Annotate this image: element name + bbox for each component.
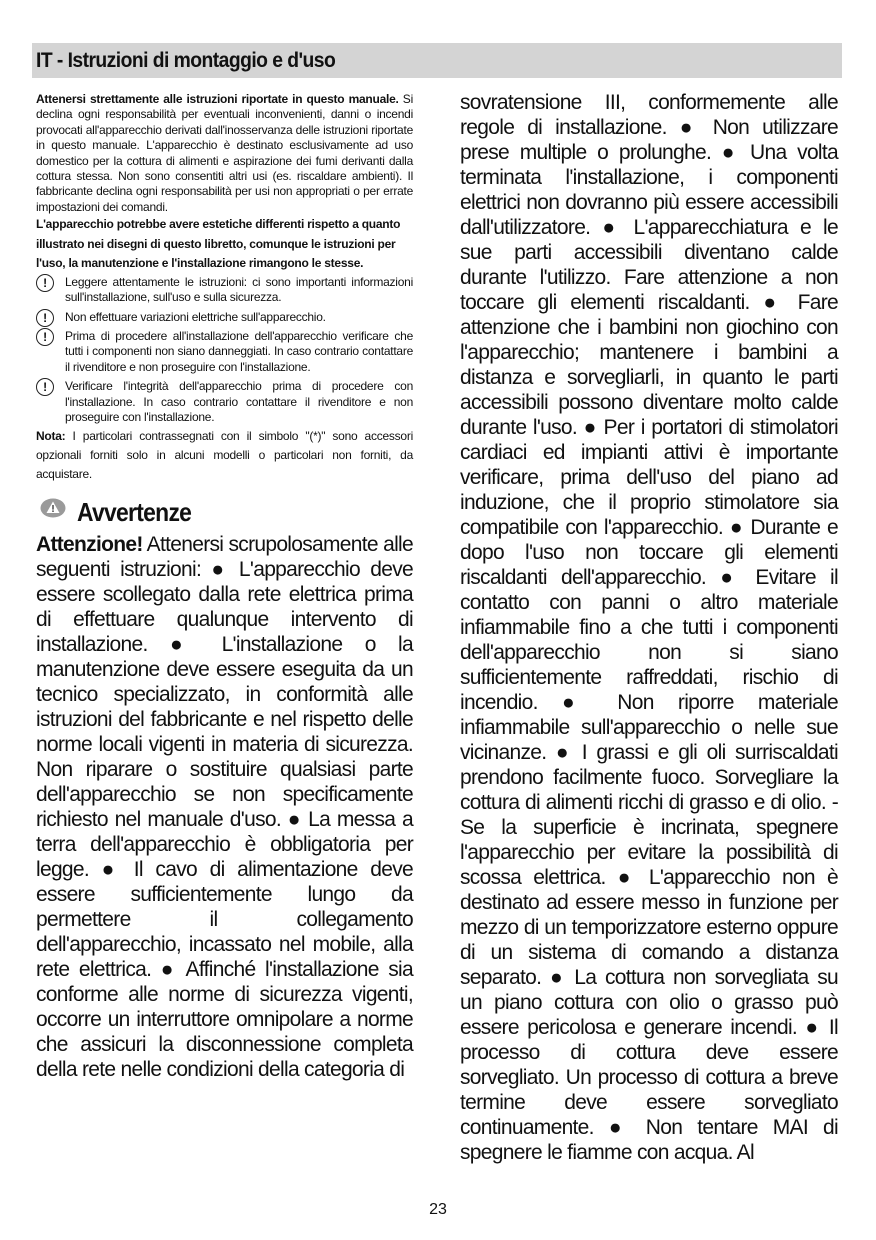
intro-bold-note: L'apparecchio potrebbe avere estetiche differenti rispetto a quanto illustrato nei disegni di questo libretto, comunque le istruzioni per l'uso, la manutenzione e l'installazione rimangono le stesse. xyxy=(36,217,401,271)
warnings-text-right: sovratensione III, conformemente alle regole di installazione. ● Non utilizzare prese multiple o prolunghe. ● Una volta terminata l'installazione, i componenti elettrici non dovranno più essere accessibili dall'utilizzatore. ● L'apparecchiatura e le sue parti accessibili diventano calde durante l'utilizzo. Fare attenzione a non toccare gli elementi riscaldanti. ● Fare attenzione che i bambini non giochino con l'apparecchio; mantenere i bambini a distanza e sorvegliarli, in quanto le parti accessibili possono diventare molto calde durante l'uso. ● Per i portatori di stimolatori cardiaci ed impianti attivi è importante verificare, prima dell'uso del piano ad induzione, che il proprio stimolatore sia compatibile con l'apparecchio. ● Durante e dopo l'uso non toccare gli elementi riscaldanti dell'apparecchio. ● Evitare il contatto con panni o altro materiale infiammabile fino a che tutti i componenti dell'apparecchio non si siano sufficientemente raffreddati, rischio di incendio. ● Non riporre materiale infiammabile sull'apparecchio o nelle sue vicinanze. ● I grassi e gli oli surriscaldati prendono facilmente fuoco. Sorvegliare la cottura di alimenti ricchi di grasso e di olio. - Se la superficie è incrinata, spegnere l'apparecchio per evitare la possibilità di scossa elettrica. ● L'apparecchio non è destinato ad essere messo in funzione per mezzo di un temporizzatore esterno oppure di un sistema di comando a distanza separato. ● La cottura non sorvegliata su un piano cottura con olio o grasso può essere pericolosa e generare incendi. ● Il processo di cottura deve essere sorvegliato. Un processo di cottura a breve termine deve essere sorvegliato continuamente. ● Non tentare MAI di spegnere le fiamme con acqua. Al xyxy=(460,91,838,1164)
exclamation-circle-icon: ! xyxy=(36,274,54,292)
note-text: Leggere attentamente le istruzioni: ci sono importanti informazioni sull'installazione, sull'uso e sulla sicurezza. xyxy=(65,274,413,305)
exclamation-circle-icon: ! xyxy=(36,328,54,346)
note-item xyxy=(36,329,413,375)
note-text: Verificare l'integrità dell'apparecchio prima di procedere con l'installazione. In caso contrario contattare il rivenditore e non proseguire con l'installazione. xyxy=(65,379,413,424)
intro-text: Si declina ogni responsabilità per eventuali inconvenienti, danni o incendi provocati all'apparecchio derivati dall'inosservanza delle istruzioni riportate in questo manuale. L'apparecchio è destinato esclusivamente ad uso domestico per la cottura di alimenti e aspirazione dei fumi derivanti dalla cottura stessa. Non sono consentiti altri usi (es. riscaldare ambienti). Il fabbricante declina ogni responsabilità per usi non appropriati o per errate impostazioni dei comandi. xyxy=(36,92,413,214)
exclamation-circle-icon: ! xyxy=(36,309,54,327)
warnings-body-left: Attenersi scrupolosamente alle seguenti istruzioni: ● L'apparecchio deve essere scollegato dalla rete elettrica prima di effettuare qualunque intervento di installazione. ● L'installazione o la manutenzione deve essere eseguita da un tecnico specializzato, in conformità alle istruzioni del fabbricante e nel rispetto delle norme locali vigenti in materia di sicurezza. Non riparare o sostituire qualsiasi parte dell'apparecchio se non specificamente richiesto nel manuale d'uso. ● La messa a terra dell'apparecchio è obbligatoria per legge. ● Il cavo di alimentazione deve essere sufficientemente lungo da permettere il collegamento dell'apparecchio, incassato nel mobile, alla rete elettrica. ● Affinché l'installazione sia conforme alle norme di sicurezza vigenti, occorre un interruttore omnipolare a norme che assicuri la disconnessione completa della rete nelle condizioni della categoria di xyxy=(36,533,413,1082)
nota-paragraph xyxy=(36,427,413,484)
note-item xyxy=(36,379,413,425)
nota-text: I particolari contrassegnati con il simbolo "(*)" sono accessori opzionali forniti solo in alcuni modelli o particolari non forniti, da acquistare. xyxy=(36,429,413,482)
warning-triangle-icon xyxy=(40,498,66,518)
note-text: Non effettuare variazioni elettriche sull'apparecchio. xyxy=(65,309,326,324)
notes-list xyxy=(36,275,413,426)
note-item xyxy=(36,310,413,325)
header-bar xyxy=(32,43,842,78)
page-title: IT - Istruzioni di montaggio e d'uso xyxy=(36,49,336,72)
note-item xyxy=(36,275,413,306)
exclamation-circle-icon: ! xyxy=(36,378,54,396)
warnings-heading-label: Avvertenze xyxy=(77,497,192,528)
note-text: Prima di procedere all'installazione dell'apparecchio verificare che tutti i componenti non siano danneggiati. In caso contrario contattare il rivenditore e non proseguire con l'installazione. xyxy=(65,328,413,374)
intro-bold-lead: Attenersi strettamente alle istruzioni riportate in questo manuale. xyxy=(36,92,399,106)
nota-label: Nota: xyxy=(36,429,66,444)
page-number: 23 xyxy=(429,1201,447,1218)
intro-paragraph xyxy=(36,92,413,215)
warnings-heading xyxy=(36,494,413,532)
warnings-lead: Attenzione! xyxy=(36,533,143,557)
left-column xyxy=(36,92,413,1082)
right-column xyxy=(460,90,838,1165)
warnings-text-left xyxy=(36,532,413,1082)
